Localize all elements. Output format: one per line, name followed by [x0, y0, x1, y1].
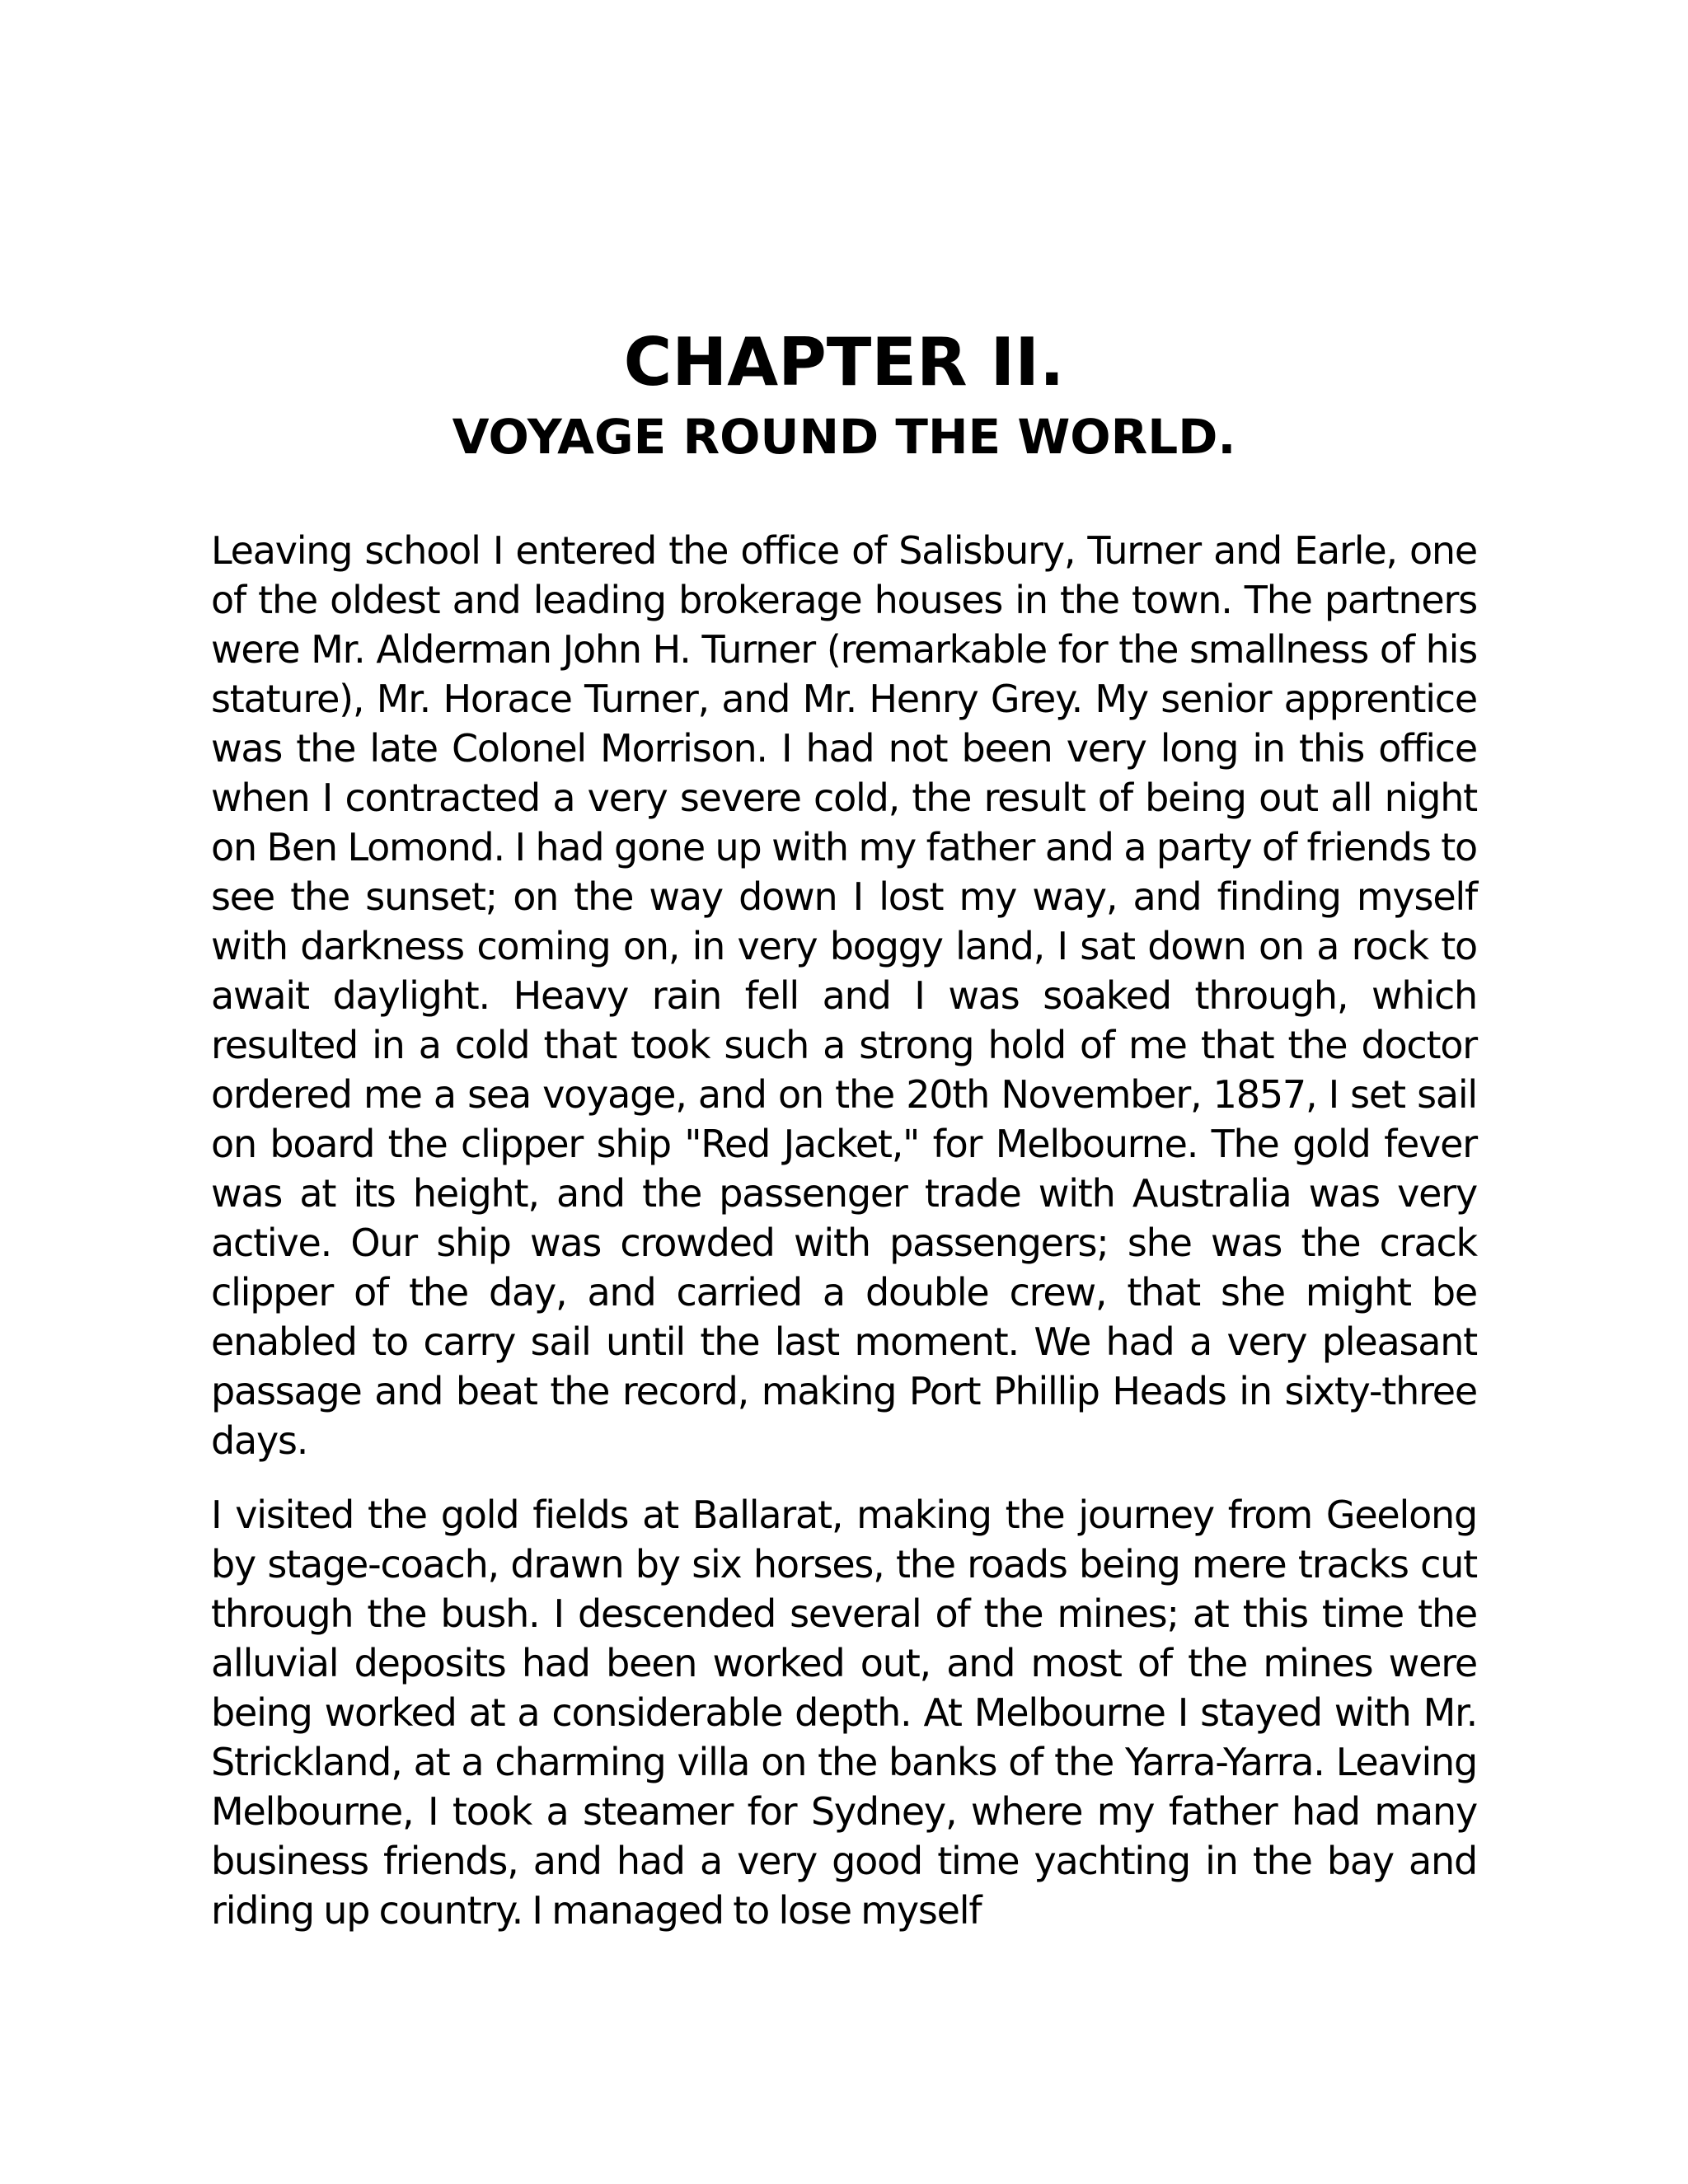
paragraph-1: Leaving school I entered the office of Salisbury, Turner and Earle, one of the oldest and leading brokerage houses in the town. The partners were Mr. Alderman John H. Turner (remarkable for the smallness of his stature), Mr. Horace Turner, and Mr. Henry Grey. My senior apprentice was the late Colonel Morrison. I had not been very long in this office when I contracted a very severe cold, the result of being out all night on Ben Lomond. I had gone up with my father and a party of friends to see the sunset; on the way down I lost my way, and finding myself with darkness coming on, in very boggy land, I sat down on a rock to await daylight. Heavy rain fell and I was soaked through, which resulted in a cold that took such a strong hold of me that the doctor ordered me a sea voyage, and on the 20th November, 1857, I set sail on board the clipper ship "Red Jacket," for Melbourne. The gold fever was at its height, and the passenger trade with Australia was very active. Our ship was crowded with passengers; she was the crack clipper of the day, and carried a double crew, that she might be enabled to carry sail until the last moment. We had a very pleasant passage and beat the record, making Port Phillip Heads in sixty-three days.	[211, 528, 1477, 1463]
chapter-title: VOYAGE ROUND THE WORLD.	[452, 409, 1236, 465]
chapter-body	[211, 526, 1477, 1935]
paragraph-2: I visited the gold fields at Ballarat, making the journey from Geelong by stage-coach, drawn by six horses, the roads being mere tracks cut through the bush. I descended several of the mines; at this time the alluvial deposits had been worked out, and most of the mines were being worked at a considerable depth. At Melbourne I stayed with Mr. Strickland, at a charming villa on the banks of the Yarra-Yarra. Leaving Melbourne, I took a steamer for Sydney, where my father had many business friends, and had a very good time yachting in the bay and riding up country. I managed to lose myself	[211, 1493, 1477, 1933]
chapter-number: CHAPTER II.	[623, 324, 1065, 401]
